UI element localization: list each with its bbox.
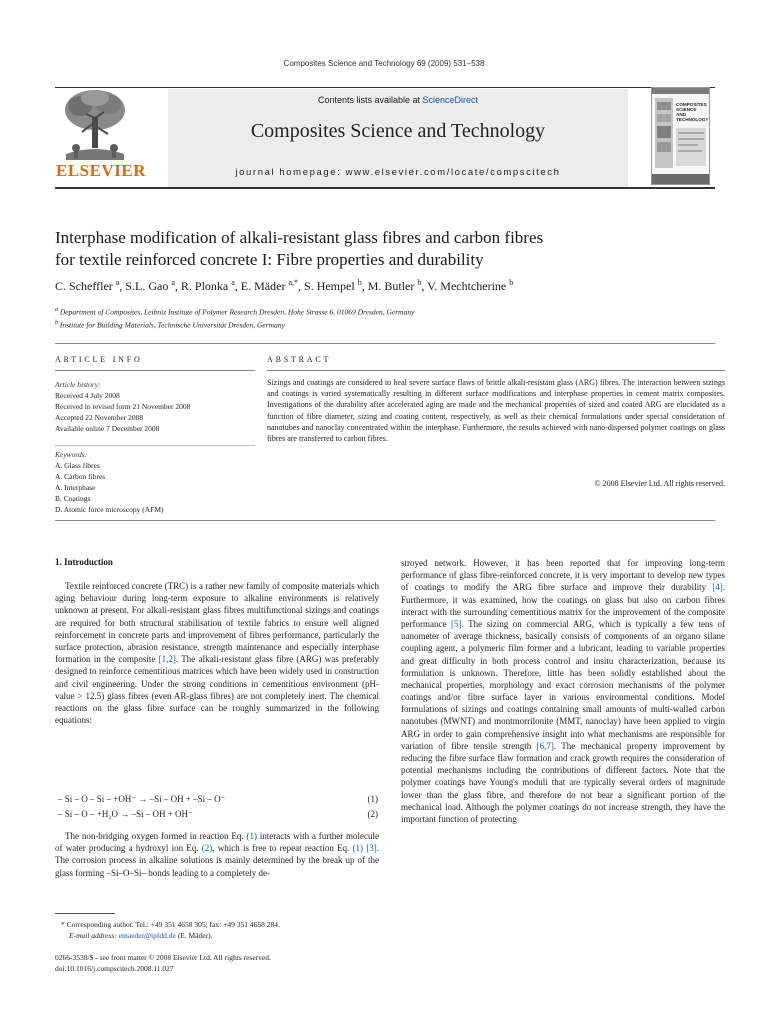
keyword-item: D. Atomic force microscopy (AFM) (55, 505, 164, 514)
header-bottom-rule (55, 187, 715, 189)
journal-reference: Composites Science and Technology 69 (2009) 531–538 (283, 59, 485, 68)
email-link[interactable]: emaeder@ipfdd.de (118, 931, 176, 940)
email-line (55, 930, 385, 941)
citation-link[interactable]: [1,2] (158, 654, 176, 665)
author: S. Hempel (304, 279, 355, 293)
corresponding-author-footnote (55, 919, 385, 941)
contents-prefix: Contents lists available at (317, 95, 423, 105)
author-affiliation-mark: b (357, 278, 362, 287)
equation-1-number: (1) (367, 794, 378, 804)
author: E. Mäder (240, 279, 286, 293)
author-list: C. Scheffler $^a$, S.L. Gao $^a$, R. Plonka $^a$, E. Mäder $^{a,*}$, S. Hempel $^b$, M. Butler $^b$, V. Mechtcherine $^b$ (55, 278, 514, 293)
equation-reference-link[interactable]: (2) (201, 843, 213, 854)
publication-meta (55, 952, 385, 974)
abstract-bottom-rule (55, 520, 715, 521)
equation-2-number: (2) (367, 809, 378, 819)
author-affiliation-mark[interactable]: a,* (288, 278, 299, 287)
author-affiliation-mark: b (509, 278, 514, 287)
homepage-label: journal homepage: (235, 167, 342, 178)
equation-reference-link[interactable]: (1) (246, 831, 257, 841)
section-heading-introduction: 1. Introduction (55, 557, 113, 567)
paragraph: The non-bridging oxygen formed in reaction Eq. (1) interacts with a further molecule of water producing a hydroxyl ion Eq. (2), which is free to repeat reaction Eq. (1) [3]. The corrosion process in alkaline solutions is mainly determined by the break up of the glass forming –Si–O–Si– bonds leading to a completely de- (55, 831, 380, 878)
abstract-copyright: © 2008 Elsevier Ltd. All rights reserved. (594, 479, 725, 488)
elsevier-tree-logo-icon (58, 88, 132, 160)
citation-link[interactable]: [6,7] (536, 740, 554, 751)
author: M. Butler (367, 279, 415, 293)
keywords-list (55, 460, 255, 515)
affiliations (55, 305, 715, 330)
article-history-label: Article history: (55, 380, 101, 389)
doi-line: doi:10.1016/j.compscitech.2008.11.027 (55, 964, 174, 973)
paper-title (55, 227, 695, 271)
email-label: E-mail address: (69, 931, 117, 940)
history-entry: Available online 7 December 2008 (55, 424, 160, 433)
author: C. Scheffler (55, 279, 113, 293)
abstract-text: Sizings and coatings are considered to heal severe surface flaws of brittle alkali-resistant glass (ARG) fibres. The interaction between sizings and coatings is varied systematically resulting in different surface modifications and interphase properties in cement matrix composites. Investigations of the durability after accelerated aging are made and the mechanical properties of sized and coated ARG are elucidated as a function of fibre diameter, sizing and coating content, respectively, as well as their chemical formulations under special consideration of nanotubes and nanoclay concentrated within the interphase. Furthermore, the results achieved with nano-dispersed polymer coatings on glass fibres are transferred to carbon fibres. (267, 378, 725, 444)
issn-line: 0266-3538/$ - see front matter © 2008 Elsevier Ltd. All rights reserved. (55, 953, 271, 962)
citation-link[interactable]: [4] (712, 582, 723, 593)
author-affiliation-mark: a (231, 278, 235, 287)
keyword-item: A. Interphase (55, 483, 96, 492)
header-top-rule (55, 87, 715, 88)
author-affiliation-mark: a (115, 278, 120, 287)
keyword-item: A. Glass fibres (55, 461, 100, 470)
contents-available-line (168, 95, 628, 105)
affiliation-b: $^b$ Institute for Building Materials, Technische Universität Dresden, Germany (55, 319, 285, 329)
paragraph: stroyed network. However, it has been reported that for improving long-term performance of glass fibre-reinforced concrete, it is very important to develop new types of coatings to modify the ARG fibre surface and improve their durability [4]. Furthermore, it was examined, how the coatings on glass but also on carbon fibres interact with the surrounding cementitious matrix for the improvement of the composite performance [5]. The sizing on commercial ARG, which is typically a few tens of nanometer of average thickness, basically consists of components of an organo silane coupling agent, a polymeric film former and a lubricant, leading to variable properties and great difficulty in both process control and insitu characterization, because its formulation is unknown. Therefore, little has been solidly established about the mechanical properties, morphology and exact corrosion mechanisms of the polymer coatings and/or fibre surface layer in various environmental conditions. Model formulations of sizings and coatings containing small amounts of multi-walled carbon nanotubes (MWNT) and montmorrilonite (MMT, nanoclay) have been applied to virgin ARG in order to gain comprehensive insight into what mechanisms are responsible for variation of fibre tensile strength [6,7]. The mechanical property improvement by reducing the fibre surface flaw formation and crack growth requires the consideration of potential mechanisms including the contributions of different factors. Note that the polymer coatings have Young's moduli that are typically several orders of magnitude lower than the glass fibre, and therefore do not bear a significant portion of the mechanical load. Although the polymer coatings do not increase strength, they have the important function of protecting (401, 558, 725, 824)
history-entry: Received in revised form 21 November 2008 (55, 402, 191, 411)
email-suffix: (E. Mäder). (177, 931, 213, 940)
author-affiliation-mark: a (171, 278, 175, 287)
article-history (55, 390, 255, 434)
affiliation-a: $^a$ Department of Composites, Leibniz Institute of Polymer Research Dresden, Hohe Strasse 6, 01069 Dresden, Germany (55, 307, 415, 317)
author-affiliation-mark: b (417, 278, 422, 287)
author: V. Mechtcherine (427, 279, 507, 293)
keyword-item: A. Carbon fibres (55, 472, 106, 481)
footnote-rule (55, 913, 115, 914)
history-entry: Accepted 22 November 2008 (55, 413, 144, 422)
article-info-rule (55, 370, 255, 371)
journal-cover-thumbnail (651, 87, 710, 185)
keyword-item: B. Coatings (55, 494, 91, 503)
history-entry: Received 4 July 2008 (55, 391, 120, 400)
info-top-rule (55, 343, 715, 344)
citation-link[interactable]: [5] (451, 618, 462, 629)
homepage-url[interactable]: www.elsevier.com/locate/compscitech (345, 167, 561, 178)
author: S.L. Gao (125, 279, 169, 293)
keywords-rule (55, 445, 255, 446)
body-left-column-p2 (55, 830, 379, 879)
article-info-heading: ARTICLE INFO (55, 355, 143, 364)
corresponding-author-contact: * Corresponding author. Tel.: +49 351 4658 305; fax: +49 351 4658 284. (61, 920, 280, 929)
abstract-heading: ABSTRACT (267, 355, 332, 364)
equation-2: – Si – O – +H₂O → –Si – OH + OH⁻ (58, 809, 193, 819)
sciencedirect-link[interactable]: ScienceDirect (422, 95, 479, 105)
body-left-column-p1 (55, 580, 379, 726)
equation-1: – Si – O – Si – +OH⁻ → –Si – OH + –Si – O⁻ (58, 794, 226, 804)
body-right-column (401, 557, 725, 825)
cover-title: COMPOSITES SCIENCE AND TECHNOLOGY (676, 102, 709, 122)
journal-title: Composites Science and Technology (250, 120, 546, 142)
paragraph: Textile reinforced concrete (TRC) is a rather new family of composite materials which aging behaviour during long-term exposure to alkaline environments is relatively unknown at present. For alkali-resistant glass fibres multifunctional sizings and coatings are required for both structural stabilisation of textile fabrics to ensure well aligned reinforcement in concrete parts and improvement of fibres performance, particularly the surface protection, abrasion resistance, strength maintenance and especially interphase formation in the composite [1,2]. The alkali-resistant glass fibre (ARG) was preferably designed to reinforce cementitious matrices which have been widely used in construction and civil engineering. Under the strong conditions in cementitious environment (pH-value > 12.5) glass fibres (even AR-glass fibres) are not completely inert. The chemical reactions on the glass fibre surface can be roughly summarized in the following equations: (55, 581, 379, 726)
equation-reference-link[interactable]: (1) (352, 843, 364, 854)
paper-title-line-1: Interphase modification of alkali-resistant glass fibres and carbon fibres (55, 228, 544, 247)
citation-link[interactable]: [3] (366, 843, 377, 854)
elsevier-wordmark: ELSEVIER (56, 161, 146, 180)
paper-title-line-2: for textile reinforced concrete I: Fibre properties and durability (55, 250, 484, 269)
author: R. Plonka (180, 279, 229, 293)
keywords-label: Keywords: (55, 450, 88, 459)
journal-homepage-line (168, 167, 628, 178)
abstract-rule (267, 370, 725, 371)
